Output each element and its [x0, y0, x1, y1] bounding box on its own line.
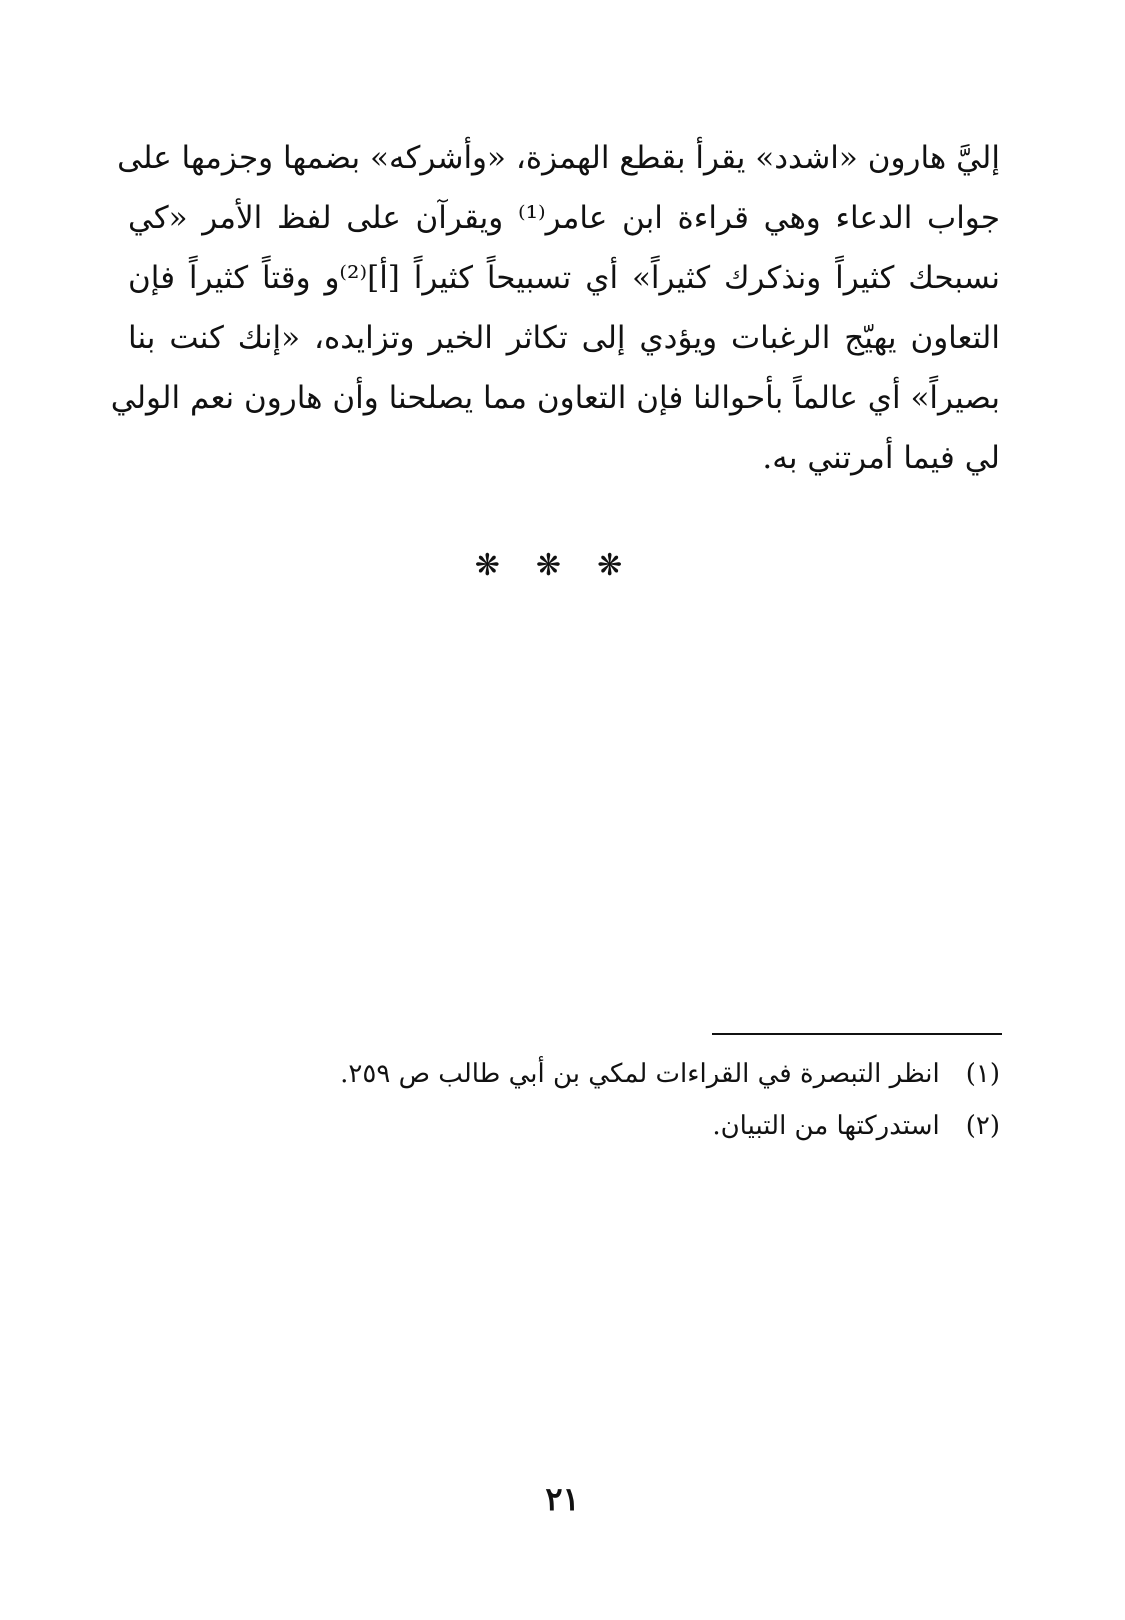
text-line-6: لي فيما أمرتني به.: [762, 440, 1000, 476]
footnote-text: استدركتها من التبيان.: [712, 1111, 940, 1141]
text-line-1: إليَّ هارون «اشدد» يقرأ بقطع الهمزة، «وأشركه» بضمها وجزمها على: [117, 140, 1000, 176]
footnote-2: [300, 1100, 1000, 1152]
asterism-star-3: ❋: [597, 548, 651, 583]
footnote-text: انظر التبصرة في القراءات لمكي بن أبي طالب ص ٢٥٩.: [340, 1059, 940, 1089]
section-separator: [0, 548, 1125, 583]
text-line-5: بصيراً» أي عالماً بأحوالنا فإن التعاون مما يصلحنا وأن هارون نعم الولي: [110, 380, 1000, 416]
text-line-2: جواب الدعاء وهي قراءة ابن عامر⁽¹⁾ ويقرآن على لفظ الأمر «كي: [128, 200, 1000, 236]
main-text: [110, 128, 1000, 488]
footnote-1: [300, 1048, 1000, 1100]
footnote-marker: (٢): [965, 1111, 1000, 1141]
asterism-star-2: ❋: [535, 548, 590, 583]
footnote-marker: (١): [965, 1059, 1000, 1089]
text-line-4: التعاون يهيّج الرغبات ويؤدي إلى تكاثر الخير وتزايده، «إنك كنت بنا: [128, 320, 1000, 356]
asterism-star-1: ❋: [474, 548, 528, 583]
text-line-3: نسبحك كثيراً ونذكرك كثيراً» أي تسبيحاً كثيراً [أ]⁽²⁾و وقتاً كثيراً فإن: [128, 260, 1000, 296]
page-number: ٢١: [545, 1480, 580, 1518]
footnotes: [300, 1048, 1000, 1152]
footnote-divider: [712, 1033, 1002, 1035]
